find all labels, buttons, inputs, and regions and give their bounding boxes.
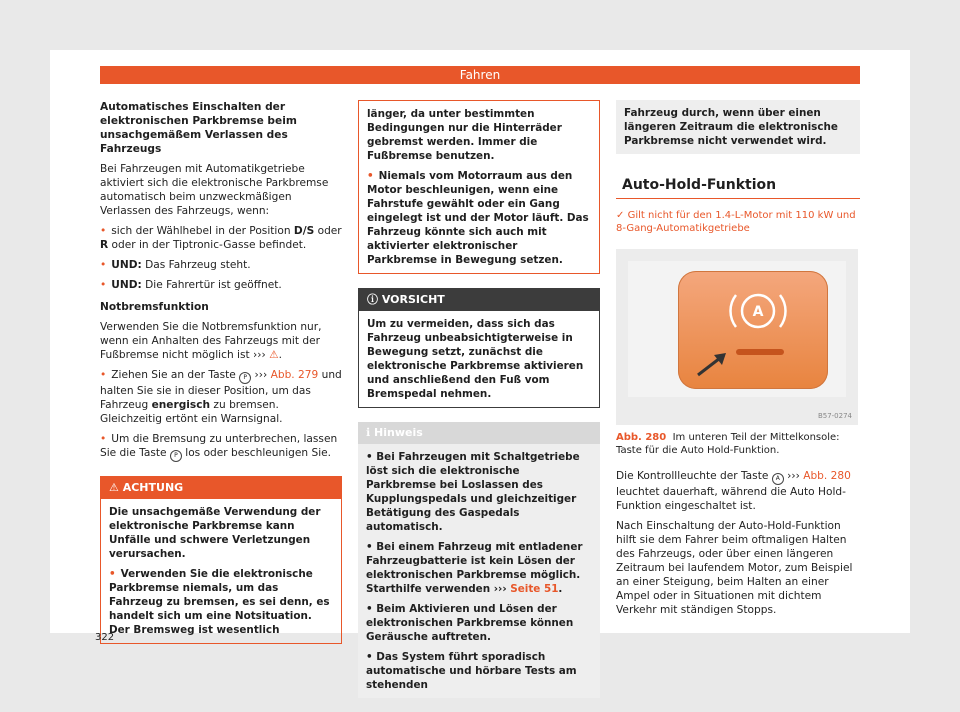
warning-bullet: • Verwenden Sie die elektronische Parkbremse niemals, um das Fahrzeug zu bremsen, es sei denn, es handelt sich um eine Notsituation. Der Bremsweg ist wesentlich <box>109 567 333 637</box>
hint-box-title: ℹ Hinweis <box>358 422 600 444</box>
warning-box-continued <box>358 100 600 274</box>
warning-triangle-icon: ⚠ <box>269 349 279 361</box>
paragraph: Verwenden Sie die Notbremsfunktion nur, wenn ein Anhalten des Fahrzeugs mit der Fußbremse nicht möglich ist ››› ⚠. <box>100 321 322 361</box>
list-item: • UND: Das Fahrzeug steht. <box>100 258 342 272</box>
warning-text: Die unsachgemäße Verwendung der elektronische Parkbremse kann Unfälle und schwere Verletzungen verursachen. <box>109 506 321 560</box>
paragraph: Nach Einschaltung der Auto-Hold-Funktion hilft sie dem Fahrer beim oftmaligen Halten des Fahrzeugs, oder über einen längeren Zeitraum bei laufendem Motor, zum Beispiel an einer Steigung, beim Halten an einer Ampel oder in Situationen mit dichtem Verkehr mit ständigen Stopps. <box>616 520 853 616</box>
parking-brake-icon: P <box>170 450 182 462</box>
figure-code: B57-0274 <box>817 412 852 420</box>
warning-text: länger, da unter bestimmten Bedingungen nur die Hinterräder gebremst werden. Immer die Fußbremse benutzen. <box>367 108 562 162</box>
auto-hold-icon <box>678 271 828 389</box>
checkmark-icon: ✓ <box>616 210 625 221</box>
figure-auto-hold <box>616 249 858 425</box>
caution-box-title: ⓘ VORSICHT <box>359 289 599 311</box>
column-1 <box>100 100 342 658</box>
warning-box-body <box>359 101 599 273</box>
figure-reference-link[interactable]: Abb. 279 <box>270 369 319 381</box>
figure-caption: Abb. 280 Im unteren Teil der Mittelkonsole: Taste für die Auto Hold-Funktion. <box>616 432 840 456</box>
applicability-note: ✓ Gilt nicht für den 1.4-L-Motor mit 110 kW und 8-Gang-Automatikgetriebe <box>616 210 856 234</box>
column-2 <box>358 100 600 712</box>
caution-text: Um zu vermeiden, dass sich das Fahrzeug unbeabsichtigterweise in Bewegung setzt, zunächst die elektronische Parkbremse aktivieren und anschließend den Fuß vom Bremspedal nehmen. <box>367 318 584 400</box>
paragraph: Die Kontrollleuchte der Taste A ››› Abb. 280 leuchtet dauerhaft, während die Auto Hold-Funktion eingeschaltet ist. <box>616 470 851 512</box>
parking-brake-icon: P <box>239 372 251 384</box>
section-title: Auto-Hold-Funktion <box>616 172 860 199</box>
auto-hold-icon: A <box>772 473 784 485</box>
warning-triangle-icon: ⚠ <box>109 481 119 494</box>
warning-box <box>100 476 342 644</box>
page-header: Fahren <box>100 66 860 84</box>
warning-box-title: ⚠ ACHTUNG <box>101 477 341 499</box>
hint-box-continued <box>616 100 860 154</box>
page-reference-link[interactable]: Seite 51 <box>510 583 559 595</box>
info-circle-icon: ⓘ <box>367 293 378 306</box>
list-item: • sich der Wählhebel in der Position D/S oder R oder in der Tiptronic-Gasse befindet. <box>100 224 342 252</box>
warning-box-body <box>101 499 341 643</box>
list-item: • UND: Die Fahrertür ist geöffnet. <box>100 278 342 292</box>
hint-box-body <box>358 444 600 698</box>
intro-text: Bei Fahrzeugen mit Automatikgetriebe aktiviert sich die elektronische Parkbremse automatisch beim unzweckmäßigen Verlassen des Fahrzeugs, wenn: <box>100 163 329 217</box>
list-item: • Ziehen Sie an der Taste P ››› Abb. 279 und halten Sie sie in dieser Position, um das Fahrzeug energisch zu bremsen. Gleichzeitig ertönt ein Warnsignal. <box>100 368 342 426</box>
hint-item: • Bei Fahrzeugen mit Schaltgetriebe löst sich die elektronische Parkbremse bei Loslassen des Kupplungspedals und gleichzeitiger Betätigung des Gaspedals automatisch. <box>366 451 580 533</box>
column-3 <box>616 100 860 623</box>
caution-box <box>358 288 600 408</box>
hint-box <box>358 422 600 698</box>
figure-image <box>628 261 846 397</box>
hint-item: • Das System führt sporadisch automatische und hörbare Tests am stehenden <box>366 651 577 691</box>
page-number: 322 <box>95 632 115 643</box>
section-heading: Automatisches Einschalten der elektronischen Parkbremse beim unsachgemäßem Verlassen des Fahrzeugs <box>100 101 297 155</box>
list-item: • Um die Bremsung zu unterbrechen, lassen Sie die Taste P los oder beschleunigen Sie. <box>100 432 342 462</box>
warning-bullet: • Niemals vom Motorraum aus den Motor beschleunigen, wenn eine Fahrstufe gewählt oder ein Gang eingelegt ist und der Motor läuft. Das Fahrzeug könnte sich auch mit aktivierter elektronischer Parkbremse in Bewegung setzen. <box>367 169 591 267</box>
auto-hold-button-illustration <box>678 271 828 389</box>
hint-item: • Bei einem Fahrzeug mit entladener Fahrzeugbatterie ist kein Lösen der elektronischen Parkbremse möglich. Starthilfe verwenden ››› Seite 51. <box>366 541 583 595</box>
figure-reference-link[interactable]: Abb. 280 <box>803 470 851 482</box>
hint-text: Fahrzeug durch, wenn über einen längeren Zeitraum die elektronische Parkbremse nicht verwendet wird. <box>624 107 838 147</box>
subsection-heading: Notbremsfunktion <box>100 301 209 313</box>
hint-item: • Beim Aktivieren und Lösen der elektronischen Parkbremse können Geräusche auftreten. <box>366 603 574 643</box>
info-icon: ℹ <box>366 426 371 439</box>
svg-text:A: A <box>752 304 764 320</box>
